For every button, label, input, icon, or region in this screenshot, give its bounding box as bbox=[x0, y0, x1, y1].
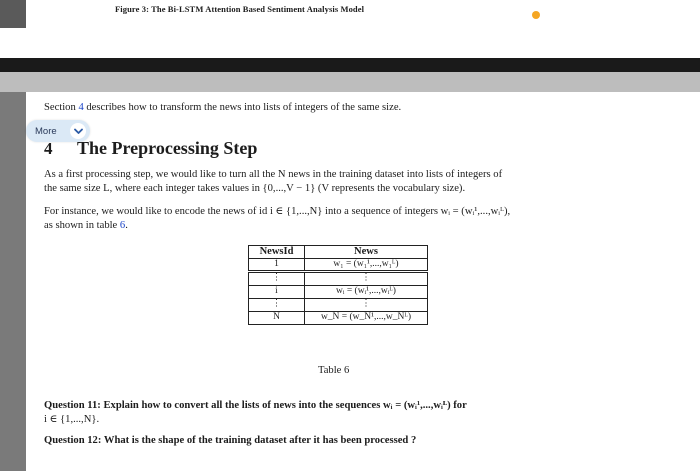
page-separator-gray bbox=[0, 72, 700, 92]
left-edge-bar bbox=[0, 92, 26, 471]
header-newsid: NewsId bbox=[249, 246, 305, 259]
section-number: 4 bbox=[44, 139, 53, 158]
para2-line2 bbox=[44, 219, 128, 233]
table-caption: Table 6 bbox=[318, 365, 350, 376]
cell-id: ⋮ bbox=[249, 271, 305, 285]
intro-prefix: Section bbox=[44, 102, 79, 113]
news-table bbox=[248, 245, 428, 325]
table-ref-link[interactable]: 6 bbox=[119, 220, 126, 231]
cell-news: ⋮ bbox=[305, 271, 428, 285]
question-11-text: Explain how to convert all the lists of news into the sequences wᵢ = (wᵢ¹,...,wᵢᴸ) for bbox=[100, 400, 467, 411]
chevron-down-icon[interactable] bbox=[70, 123, 86, 139]
figure-caption: Figure 3: The Bi-LSTM Attention Based Sentiment Analysis Model bbox=[115, 4, 365, 14]
para1-line1: As a first processing step, we would like to turn all the N news in the training dataset into lists of integers of bbox=[44, 169, 503, 180]
table-row bbox=[249, 271, 428, 285]
cell-id: i bbox=[249, 285, 305, 298]
table-row bbox=[249, 311, 428, 324]
question-11-label: Question 11: bbox=[44, 400, 101, 411]
para2-prefix: as shown in table bbox=[44, 220, 120, 231]
cell-news: wᵢ = (wᵢ¹,...,wᵢᴸ) bbox=[305, 285, 428, 298]
cell-news: w_N = (w_N¹,...,w_Nᴸ) bbox=[305, 311, 428, 324]
question-11-line2: i ∈ {1,...,N}. bbox=[44, 414, 100, 425]
page-separator-dark bbox=[0, 58, 700, 72]
cell-id: 1 bbox=[249, 259, 305, 272]
question-12-text: What is the shape of the training dataset after it has been processed ? bbox=[101, 435, 417, 446]
section-ref-link[interactable]: 4 bbox=[78, 102, 84, 113]
cell-id: ⋮ bbox=[249, 298, 305, 311]
question-12 bbox=[44, 434, 416, 448]
table-row bbox=[249, 285, 428, 298]
cell-news: ⋮ bbox=[305, 298, 428, 311]
left-edge-bar-top bbox=[0, 0, 26, 28]
intro-suffix: describes how to transform the news into lists of integers of the same size. bbox=[83, 102, 402, 113]
section-title: The Preprocessing Step bbox=[77, 138, 258, 158]
table-row bbox=[249, 259, 428, 272]
header-news: News bbox=[305, 246, 428, 259]
para1-line2: the same size L, where each integer takes values in {0,...,V − 1} (V represents the vocabulary size). bbox=[44, 183, 466, 194]
cell-id: N bbox=[249, 311, 305, 324]
para2-line1: For instance, we would like to encode the news of id i ∈ {1,...,N} into a sequence of integers wᵢ = (wᵢ¹,...,wᵢᴸ), bbox=[44, 206, 511, 217]
orange-dot-icon bbox=[532, 11, 540, 19]
table-row bbox=[249, 298, 428, 311]
table-header-row bbox=[249, 246, 428, 259]
cell-news: w₁ = (w₁¹,...,w₁ᴸ) bbox=[305, 259, 428, 272]
intro-line bbox=[44, 101, 401, 115]
para2-suffix: . bbox=[125, 220, 128, 231]
question-12-label: Question 12: bbox=[44, 435, 102, 446]
question-11-line1 bbox=[44, 399, 467, 413]
more-button-label: More bbox=[35, 125, 57, 137]
